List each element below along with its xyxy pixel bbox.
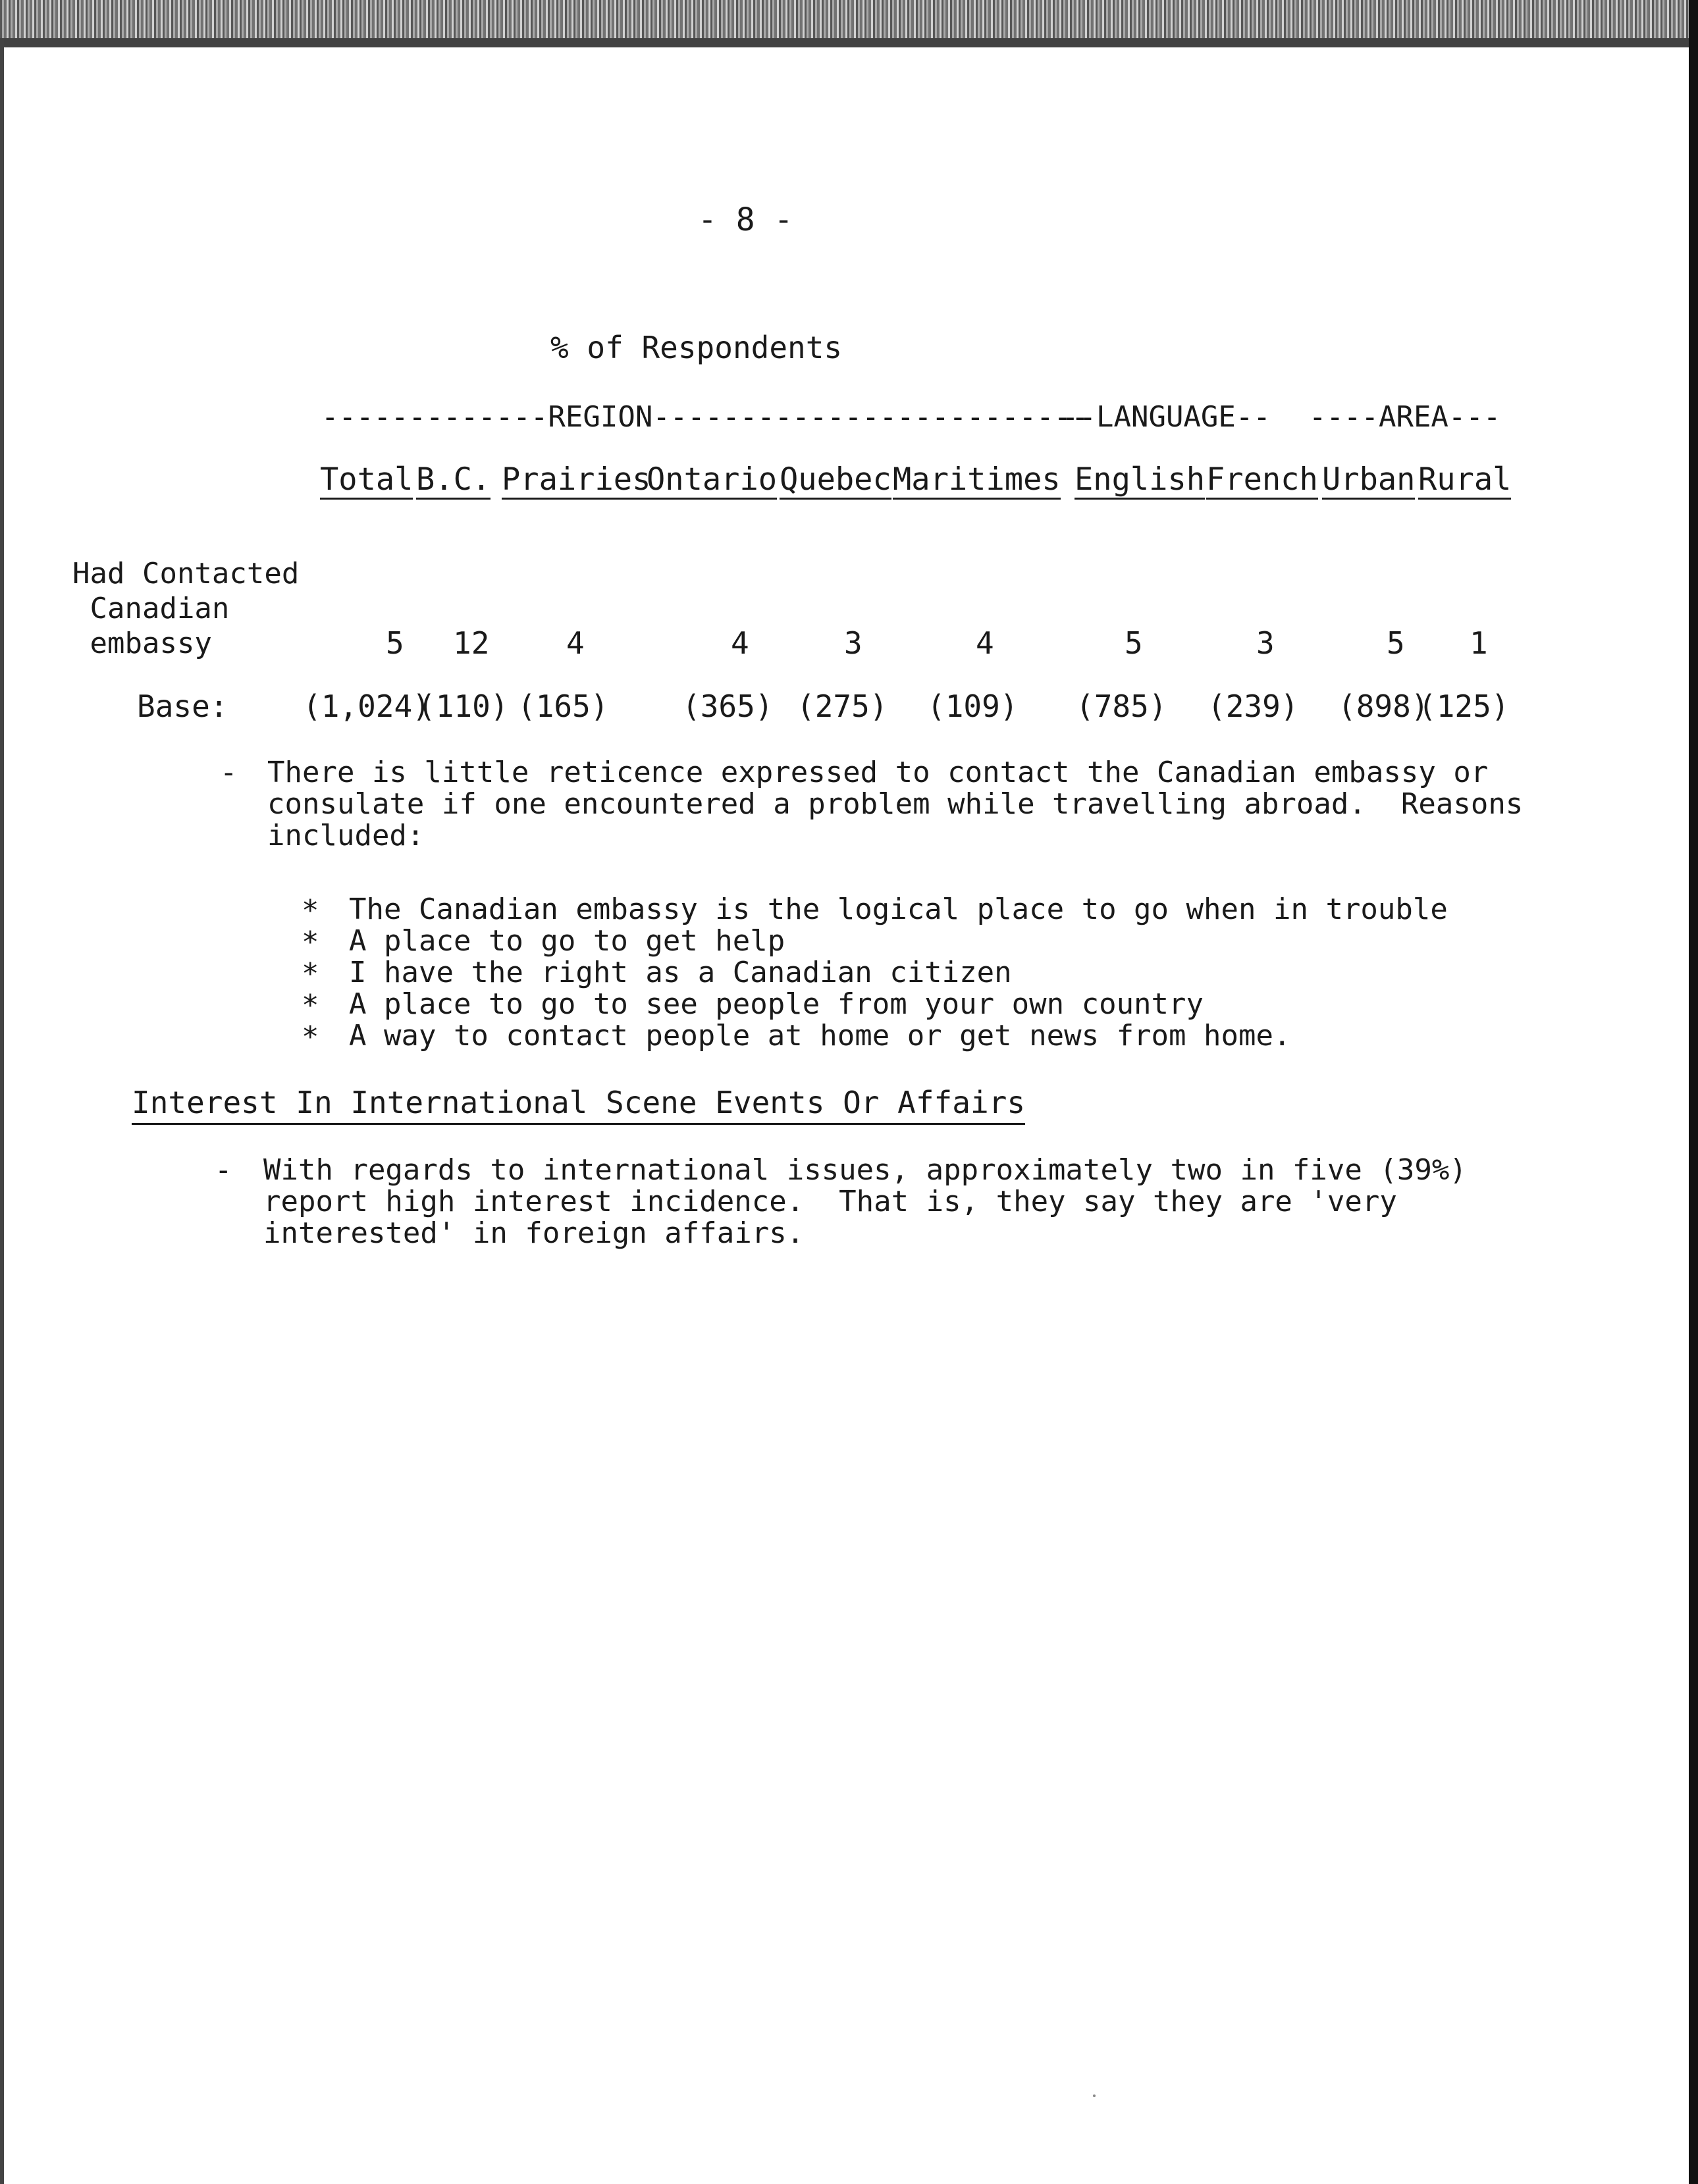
col-header-maritimes: Maritimes	[893, 464, 1061, 500]
reason-item: The Canadian embassy is the logical place to go when in trouble	[349, 893, 1448, 926]
paragraph1-dash: -	[220, 756, 238, 789]
col-header-prairies: Prairies	[502, 464, 650, 500]
base-urban: (898)	[1338, 689, 1429, 724]
col-header-bc: B.C.	[416, 464, 491, 500]
col-header-ontario: Ontario	[647, 464, 777, 500]
base-bc: (110)	[417, 689, 509, 724]
base-english: (785)	[1076, 689, 1167, 724]
reason-item: A place to go to see people from your own country	[349, 987, 1204, 1021]
reason-bullet: *	[302, 989, 319, 1022]
scan-left-edge	[0, 39, 4, 2184]
base-rural: (125)	[1418, 689, 1510, 724]
reason-item: I have the right as a Canadian citizen	[349, 956, 1012, 989]
paragraph2-dash: -	[215, 1153, 232, 1187]
paragraph1-text: There is little reticence expressed to contact the Canadian embassy or consulate if one encountered a problem while travelling abroad. Reasons included:	[267, 756, 1524, 852]
base-label: Base:	[137, 689, 228, 724]
group-language: --LANGUAGE--	[1061, 400, 1271, 434]
col-header-total: Total	[320, 464, 413, 500]
base-maritimes: (109)	[927, 689, 1019, 724]
group-region: -------------REGION-------------------------	[321, 400, 1089, 434]
section-heading: Interest In International Scene Events Or Affairs	[132, 1087, 1025, 1125]
value-english: 5	[1125, 625, 1143, 661]
row-label-had-contacted: Had Contacted Canadian embassy	[72, 557, 300, 660]
reason-item: A way to contact people at home or get news from home.	[349, 1019, 1291, 1053]
reason-bullet: *	[302, 1020, 319, 1054]
value-urban: 5	[1387, 625, 1405, 661]
value-ontario: 4	[731, 625, 749, 661]
reason-bullet: *	[302, 957, 319, 991]
group-area: ----AREA---	[1309, 400, 1501, 434]
value-quebec: 3	[844, 625, 862, 661]
base-prairies: (165)	[517, 689, 609, 724]
reason-bullet: *	[302, 925, 319, 959]
reason-item: A place to go to get help	[349, 924, 785, 958]
scan-speck	[1093, 2094, 1096, 2097]
col-header-french: French	[1206, 464, 1318, 500]
paragraph2-text: With regards to international issues, approximately two in five (39%) report high interest incidence. That is, they say they are 'very interested' in foreign affairs.	[263, 1153, 1467, 1250]
table-caption: % of Respondents	[550, 330, 843, 365]
value-total: 5	[386, 625, 404, 661]
col-header-rural: Rural	[1418, 464, 1511, 500]
base-quebec: (275)	[797, 689, 888, 724]
value-bc: 12	[453, 625, 490, 661]
base-ontario: (365)	[682, 689, 774, 724]
col-header-quebec: Quebec	[780, 464, 891, 500]
base-french: (239)	[1207, 689, 1299, 724]
scan-top-edge	[0, 0, 1698, 47]
value-french: 3	[1256, 625, 1275, 661]
value-maritimes: 4	[976, 625, 994, 661]
scan-right-edge	[1689, 0, 1698, 2184]
col-header-english: English	[1075, 464, 1205, 500]
col-header-urban: Urban	[1322, 464, 1415, 500]
base-total: (1,024)	[303, 689, 431, 724]
page-number: - 8 -	[698, 201, 793, 238]
value-prairies: 4	[566, 625, 585, 661]
value-rural: 1	[1470, 625, 1488, 661]
reason-bullet: *	[302, 894, 319, 927]
